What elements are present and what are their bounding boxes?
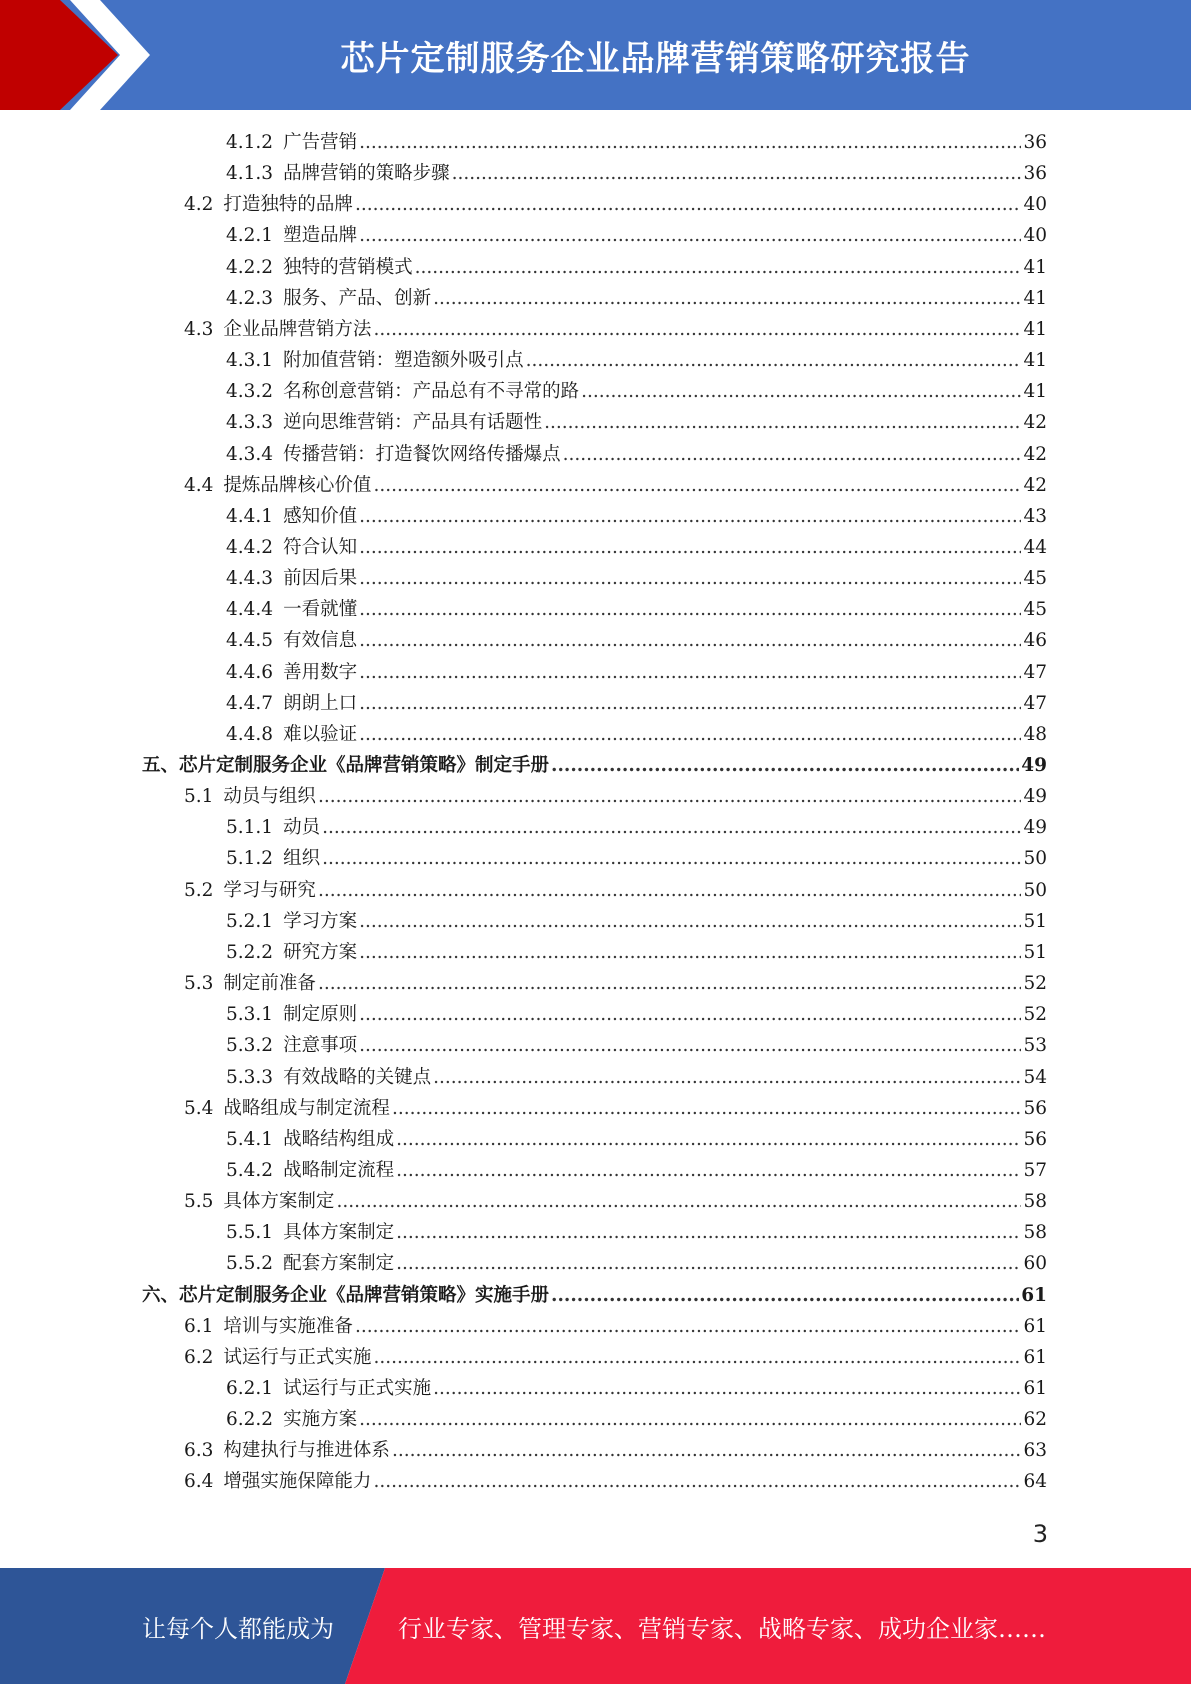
toc-entry-title: 制定原则 (283, 1004, 358, 1026)
toc-entry-number: 5.2.1 (226, 910, 274, 932)
toc-dot-leader (359, 594, 1021, 625)
toc-entry-number: 4.4.3 (226, 568, 274, 590)
toc-entry-page: 63 (1023, 1440, 1047, 1462)
toc-entry[interactable] (226, 532, 1047, 563)
toc-entry-number: 4.2.2 (226, 256, 274, 278)
toc-dot-leader (336, 1186, 1021, 1217)
toc-entry[interactable] (226, 407, 1047, 438)
toc-entry[interactable] (184, 1186, 1047, 1217)
toc-entry-page: 61 (1023, 1378, 1047, 1399)
toc-entry-title: 前因后果 (283, 568, 358, 590)
toc-entry-title: 动员与组织 (223, 786, 316, 808)
toc-entry-page: 48 (1023, 723, 1047, 745)
toc-entry[interactable] (226, 937, 1047, 968)
toc-entry[interactable] (226, 594, 1047, 625)
toc-dot-leader (359, 999, 1021, 1030)
toc-entry-number: 5.1.1 (226, 817, 274, 839)
toc-entry-title: 广告营销 (283, 132, 358, 153)
toc-entry-page: 51 (1023, 941, 1047, 963)
toc-entry[interactable] (226, 843, 1047, 874)
toc-dot-leader (359, 937, 1021, 968)
toc-entry-number: 5.3 (184, 973, 214, 995)
toc-entry-page: 56 (1023, 1097, 1047, 1119)
toc-dot-leader (359, 532, 1021, 563)
toc-dot-leader (318, 968, 1022, 999)
toc-entry-page: 41 (1023, 350, 1047, 372)
toc-entry-title: 善用数字 (283, 661, 358, 683)
toc-entry-title: 试运行与正式实施 (283, 1378, 432, 1399)
toc-entry-page: 56 (1023, 1128, 1047, 1150)
toc-entry[interactable] (226, 220, 1047, 251)
toc-dot-leader (359, 657, 1021, 688)
toc-entry-title: 塑造品牌 (283, 225, 358, 247)
toc-dot-leader (355, 1311, 1022, 1342)
toc-entry-number: 4.3.2 (226, 381, 274, 403)
toc-entry-number: 4.2.1 (226, 225, 274, 247)
toc-entry-page: 50 (1023, 848, 1047, 870)
toc-entry-number: 4.4.6 (226, 661, 274, 683)
toc-entry-page: 54 (1023, 1066, 1047, 1088)
toc-entry-page: 43 (1023, 505, 1047, 527)
toc-entry-title: 附加值营销：塑造额外吸引点 (283, 350, 524, 372)
toc-entry-title: 战略制定流程 (283, 1159, 395, 1181)
toc-entry-number: 4.2.3 (226, 287, 274, 309)
toc-entry-page: 41 (1023, 318, 1047, 340)
toc-dot-leader (359, 563, 1021, 594)
toc-entry[interactable] (226, 501, 1047, 532)
footer-slogan-left: 让每个人都能成为 (142, 1614, 334, 1643)
toc-entry[interactable] (226, 999, 1047, 1030)
toc-dot-leader (322, 843, 1021, 874)
toc-entry-page: 45 (1023, 599, 1047, 621)
toc-dot-leader (359, 688, 1021, 719)
toc-entry[interactable] (226, 127, 1047, 158)
toc-entry-page: 41 (1023, 256, 1047, 278)
toc-entry-title: 增强实施保障能力 (223, 1471, 372, 1493)
toc-entry-title: 战略结构组成 (283, 1128, 395, 1150)
toc-entry-page: 36 (1023, 163, 1047, 185)
toc-entry-page: 50 (1023, 879, 1047, 901)
toc-entry-number: 4.4.1 (226, 505, 274, 527)
toc-dot-leader (544, 407, 1021, 438)
toc-entry[interactable] (226, 1155, 1047, 1186)
toc-dot-leader (359, 906, 1021, 937)
toc-entry[interactable] (226, 563, 1047, 594)
toc-entry[interactable] (226, 906, 1047, 937)
toc-entry-number: 4.4.2 (226, 536, 274, 558)
toc-dot-leader (433, 1373, 1021, 1404)
toc-dot-leader (551, 1280, 1019, 1311)
toc-entry-title: 符合认知 (283, 536, 358, 558)
toc-dot-leader (373, 1342, 1021, 1373)
toc-dot-leader (355, 189, 1022, 220)
toc-entry-number: 4.4 (184, 474, 214, 496)
toc-entry-title: 独特的营销模式 (283, 256, 413, 278)
toc-entry[interactable] (226, 252, 1047, 283)
toc-entry[interactable] (184, 1311, 1047, 1342)
toc-entry[interactable] (226, 1062, 1047, 1093)
toc-dot-leader (551, 750, 1019, 781)
toc-entry[interactable] (226, 1404, 1047, 1435)
toc-entry-page: 62 (1023, 1409, 1047, 1431)
toc-entry[interactable] (184, 1435, 1047, 1466)
toc-entry-number: 5.1.2 (226, 848, 274, 870)
toc-dot-leader (433, 283, 1021, 314)
toc-entry-title: 实施方案 (283, 1409, 358, 1431)
toc-entry-title: 具体方案制定 (223, 1191, 335, 1213)
toc-entry-page: 51 (1023, 910, 1047, 932)
toc-dot-leader (526, 345, 1022, 376)
toc-dot-leader (359, 220, 1021, 251)
toc-entry[interactable] (226, 1217, 1047, 1248)
toc-dot-leader (396, 1124, 1021, 1155)
toc-dot-leader (396, 1217, 1021, 1248)
toc-dot-leader (581, 376, 1021, 407)
toc-entry-number: 5.3.1 (226, 1004, 274, 1026)
toc-entry-title: 培训与实施准备 (223, 1315, 353, 1337)
toc-entry[interactable] (226, 283, 1047, 314)
toc-entry-number: 4.3.1 (226, 350, 274, 372)
toc-dot-leader (359, 127, 1021, 158)
toc-entry-page: 61 (1023, 1315, 1047, 1337)
toc-entry[interactable] (226, 719, 1047, 750)
toc-entry-page: 46 (1023, 630, 1047, 652)
toc-entry-page: 64 (1023, 1471, 1047, 1493)
toc-entry-number: 6.3 (184, 1440, 214, 1462)
toc-entry-page: 42 (1023, 412, 1047, 434)
toc-entry-page: 41 (1023, 381, 1047, 403)
toc-dot-leader (392, 1093, 1022, 1124)
toc-entry-title: 学习与研究 (223, 879, 316, 901)
toc-entry-page: 58 (1023, 1222, 1047, 1244)
toc-entry[interactable] (184, 875, 1047, 906)
toc-entry-number: 4.3 (184, 318, 214, 340)
toc-dot-leader (396, 1155, 1021, 1186)
toc-entry[interactable] (226, 1030, 1047, 1061)
toc-entry[interactable] (226, 1248, 1047, 1279)
report-title: 芯片定制服务企业品牌营销策略研究报告 (340, 38, 971, 79)
toc-entry-page: 49 (1023, 786, 1047, 808)
toc-entry-number: 4.4.5 (226, 630, 274, 652)
toc-entry-page: 52 (1023, 1004, 1047, 1026)
toc-dot-leader (392, 1435, 1022, 1466)
toc-entry-number: 5.1 (184, 786, 214, 808)
toc-entry-number: 4.1.3 (226, 163, 274, 185)
toc-dot-leader (318, 875, 1022, 906)
toc-entry-page: 52 (1023, 973, 1047, 995)
toc-entry-number: 6.4 (184, 1471, 214, 1493)
toc-entry-page: 44 (1023, 536, 1047, 558)
toc-entry-page: 57 (1023, 1159, 1047, 1181)
toc-entry-title: 提炼品牌核心价值 (223, 474, 372, 496)
toc-dot-leader (563, 439, 1022, 470)
toc-entry-title: 有效信息 (283, 630, 358, 652)
toc-entry-page: 47 (1023, 692, 1047, 714)
toc-entry-page: 58 (1023, 1191, 1047, 1213)
toc-entry-number: 6.2 (184, 1346, 214, 1368)
toc-entry[interactable] (226, 439, 1047, 470)
toc-entry-number: 4.3.4 (226, 443, 274, 465)
toc-entry-number: 6.2.2 (226, 1409, 274, 1431)
toc-dot-leader (452, 158, 1022, 189)
toc-entry-title: 品牌营销的策略步骤 (283, 163, 450, 185)
toc-dot-leader (415, 252, 1022, 283)
toc-entry-title: 制定前准备 (223, 973, 316, 995)
toc-entry-page: 42 (1023, 474, 1047, 496)
toc-dot-leader (396, 1248, 1021, 1279)
toc-entry[interactable] (142, 1280, 1047, 1311)
page-number: 3 (1032, 1520, 1048, 1548)
page-footer (0, 1568, 1191, 1684)
toc-entry[interactable] (226, 625, 1047, 656)
toc-entry-page: 40 (1023, 194, 1047, 216)
toc-entry-title: 有效战略的关键点 (283, 1066, 432, 1088)
toc-entry-page: 40 (1023, 225, 1047, 247)
toc-entry-number: 5.5.2 (226, 1253, 274, 1275)
toc-entry-page: 36 (1023, 132, 1047, 153)
toc-entry[interactable] (184, 470, 1047, 501)
toc-entry-number: 4.4.8 (226, 723, 274, 745)
toc-entry-number: 六、 (142, 1284, 180, 1306)
toc-entry[interactable] (184, 1466, 1047, 1497)
toc-entry-page: 45 (1023, 568, 1047, 590)
toc-entry-title: 感知价值 (283, 505, 358, 527)
toc-entry[interactable] (226, 1373, 1047, 1404)
toc-entry-number: 5.3.3 (226, 1066, 274, 1088)
toc-entry-page: 53 (1023, 1035, 1047, 1057)
toc-entry-number: 5.4.2 (226, 1159, 274, 1181)
toc-entry-title: 配套方案制定 (283, 1253, 395, 1275)
toc-dot-leader (433, 1062, 1021, 1093)
toc-entry-title: 名称创意营销：产品总有不寻常的路 (283, 381, 580, 403)
toc-entry-title: 打造独特的品牌 (223, 194, 353, 216)
toc-entry-title: 战略组成与制定流程 (223, 1097, 390, 1119)
toc-entry-page: 61 (1023, 1346, 1047, 1368)
toc-entry-number: 4.2 (184, 194, 214, 216)
toc-entry[interactable] (184, 314, 1047, 345)
toc-entry-title: 一看就懂 (283, 599, 358, 621)
toc-entry-number: 4.1.2 (226, 132, 274, 153)
toc-dot-leader (359, 501, 1021, 532)
toc-entry[interactable] (184, 781, 1047, 812)
toc-entry[interactable] (226, 345, 1047, 376)
toc-entry-number: 5.4 (184, 1097, 214, 1119)
toc-entry-number: 五、 (142, 755, 180, 776)
toc-entry-title: 逆向思维营销：产品具有话题性 (283, 412, 543, 434)
toc-entry-number: 5.5 (184, 1191, 214, 1213)
toc-entry-title: 研究方案 (283, 941, 358, 963)
toc-entry[interactable] (226, 158, 1047, 189)
toc-entry-page: 47 (1023, 661, 1047, 683)
toc-entry-number: 4.4.4 (226, 599, 274, 621)
toc-entry-number: 6.1 (184, 1315, 214, 1337)
toc-entry-title: 企业品牌营销方法 (223, 318, 372, 340)
toc-entry-title: 具体方案制定 (283, 1222, 395, 1244)
toc-entry-page: 42 (1023, 443, 1047, 465)
footer-slogan-right: 行业专家、管理专家、营销专家、战略专家、成功企业家…… (398, 1614, 1046, 1643)
toc-entry[interactable] (226, 688, 1047, 719)
toc-entry-page: 60 (1023, 1253, 1047, 1275)
toc-entry-page: 49 (1023, 817, 1047, 839)
toc-entry-title: 组织 (283, 848, 321, 870)
toc-entry[interactable] (184, 1093, 1047, 1124)
toc-dot-leader (373, 314, 1021, 345)
toc-entry-number: 4.4.7 (226, 692, 274, 714)
toc-entry-page: 61 (1021, 1284, 1047, 1306)
toc-entry[interactable] (226, 1124, 1047, 1155)
toc-entry[interactable] (184, 968, 1047, 999)
toc-dot-leader (322, 812, 1021, 843)
toc-entry-title: 难以验证 (283, 723, 358, 745)
toc-entry-title: 构建执行与推进体系 (223, 1440, 390, 1462)
toc-entry[interactable] (142, 750, 1047, 781)
page-header (0, 0, 1191, 110)
toc-entry-number: 5.3.2 (226, 1035, 274, 1057)
toc-entry-number: 6.2.1 (226, 1378, 274, 1399)
toc-entry[interactable] (184, 189, 1047, 220)
toc-entry-number: 5.5.1 (226, 1222, 274, 1244)
toc-entry-title: 试运行与正式实施 (223, 1346, 372, 1368)
toc-entry-title: 服务、产品、创新 (283, 287, 432, 309)
toc-entry-title: 传播营销：打造餐饮网络传播爆点 (283, 443, 561, 465)
toc-entry-title: 芯片定制服务企业《品牌营销策略》实施手册 (179, 1284, 550, 1306)
toc-entry-number: 4.3.3 (226, 412, 274, 434)
toc-entry-title: 学习方案 (283, 910, 358, 932)
toc-dot-leader (359, 1030, 1021, 1061)
toc-entry-page: 41 (1023, 287, 1047, 309)
toc-entry[interactable] (184, 1342, 1047, 1373)
toc-entry-title: 注意事项 (283, 1035, 358, 1057)
toc-dot-leader (373, 1466, 1021, 1497)
toc-entry[interactable] (226, 376, 1047, 407)
toc-entry-number: 5.2 (184, 879, 214, 901)
toc-entry-number: 5.2.2 (226, 941, 274, 963)
toc-dot-leader (359, 719, 1021, 750)
toc-entry-title: 芯片定制服务企业《品牌营销策略》制定手册 (179, 755, 550, 776)
toc-entry-page: 49 (1021, 755, 1047, 776)
toc-dot-leader (359, 1404, 1021, 1435)
toc-dot-leader (318, 781, 1022, 812)
toc-dot-leader (373, 470, 1021, 501)
toc-entry[interactable] (226, 657, 1047, 688)
toc-entry-number: 5.4.1 (226, 1128, 274, 1150)
toc-entry[interactable] (226, 812, 1047, 843)
toc-entry-title: 朗朗上口 (283, 692, 358, 714)
toc-entry-title: 动员 (283, 817, 321, 839)
toc-dot-leader (359, 625, 1021, 656)
